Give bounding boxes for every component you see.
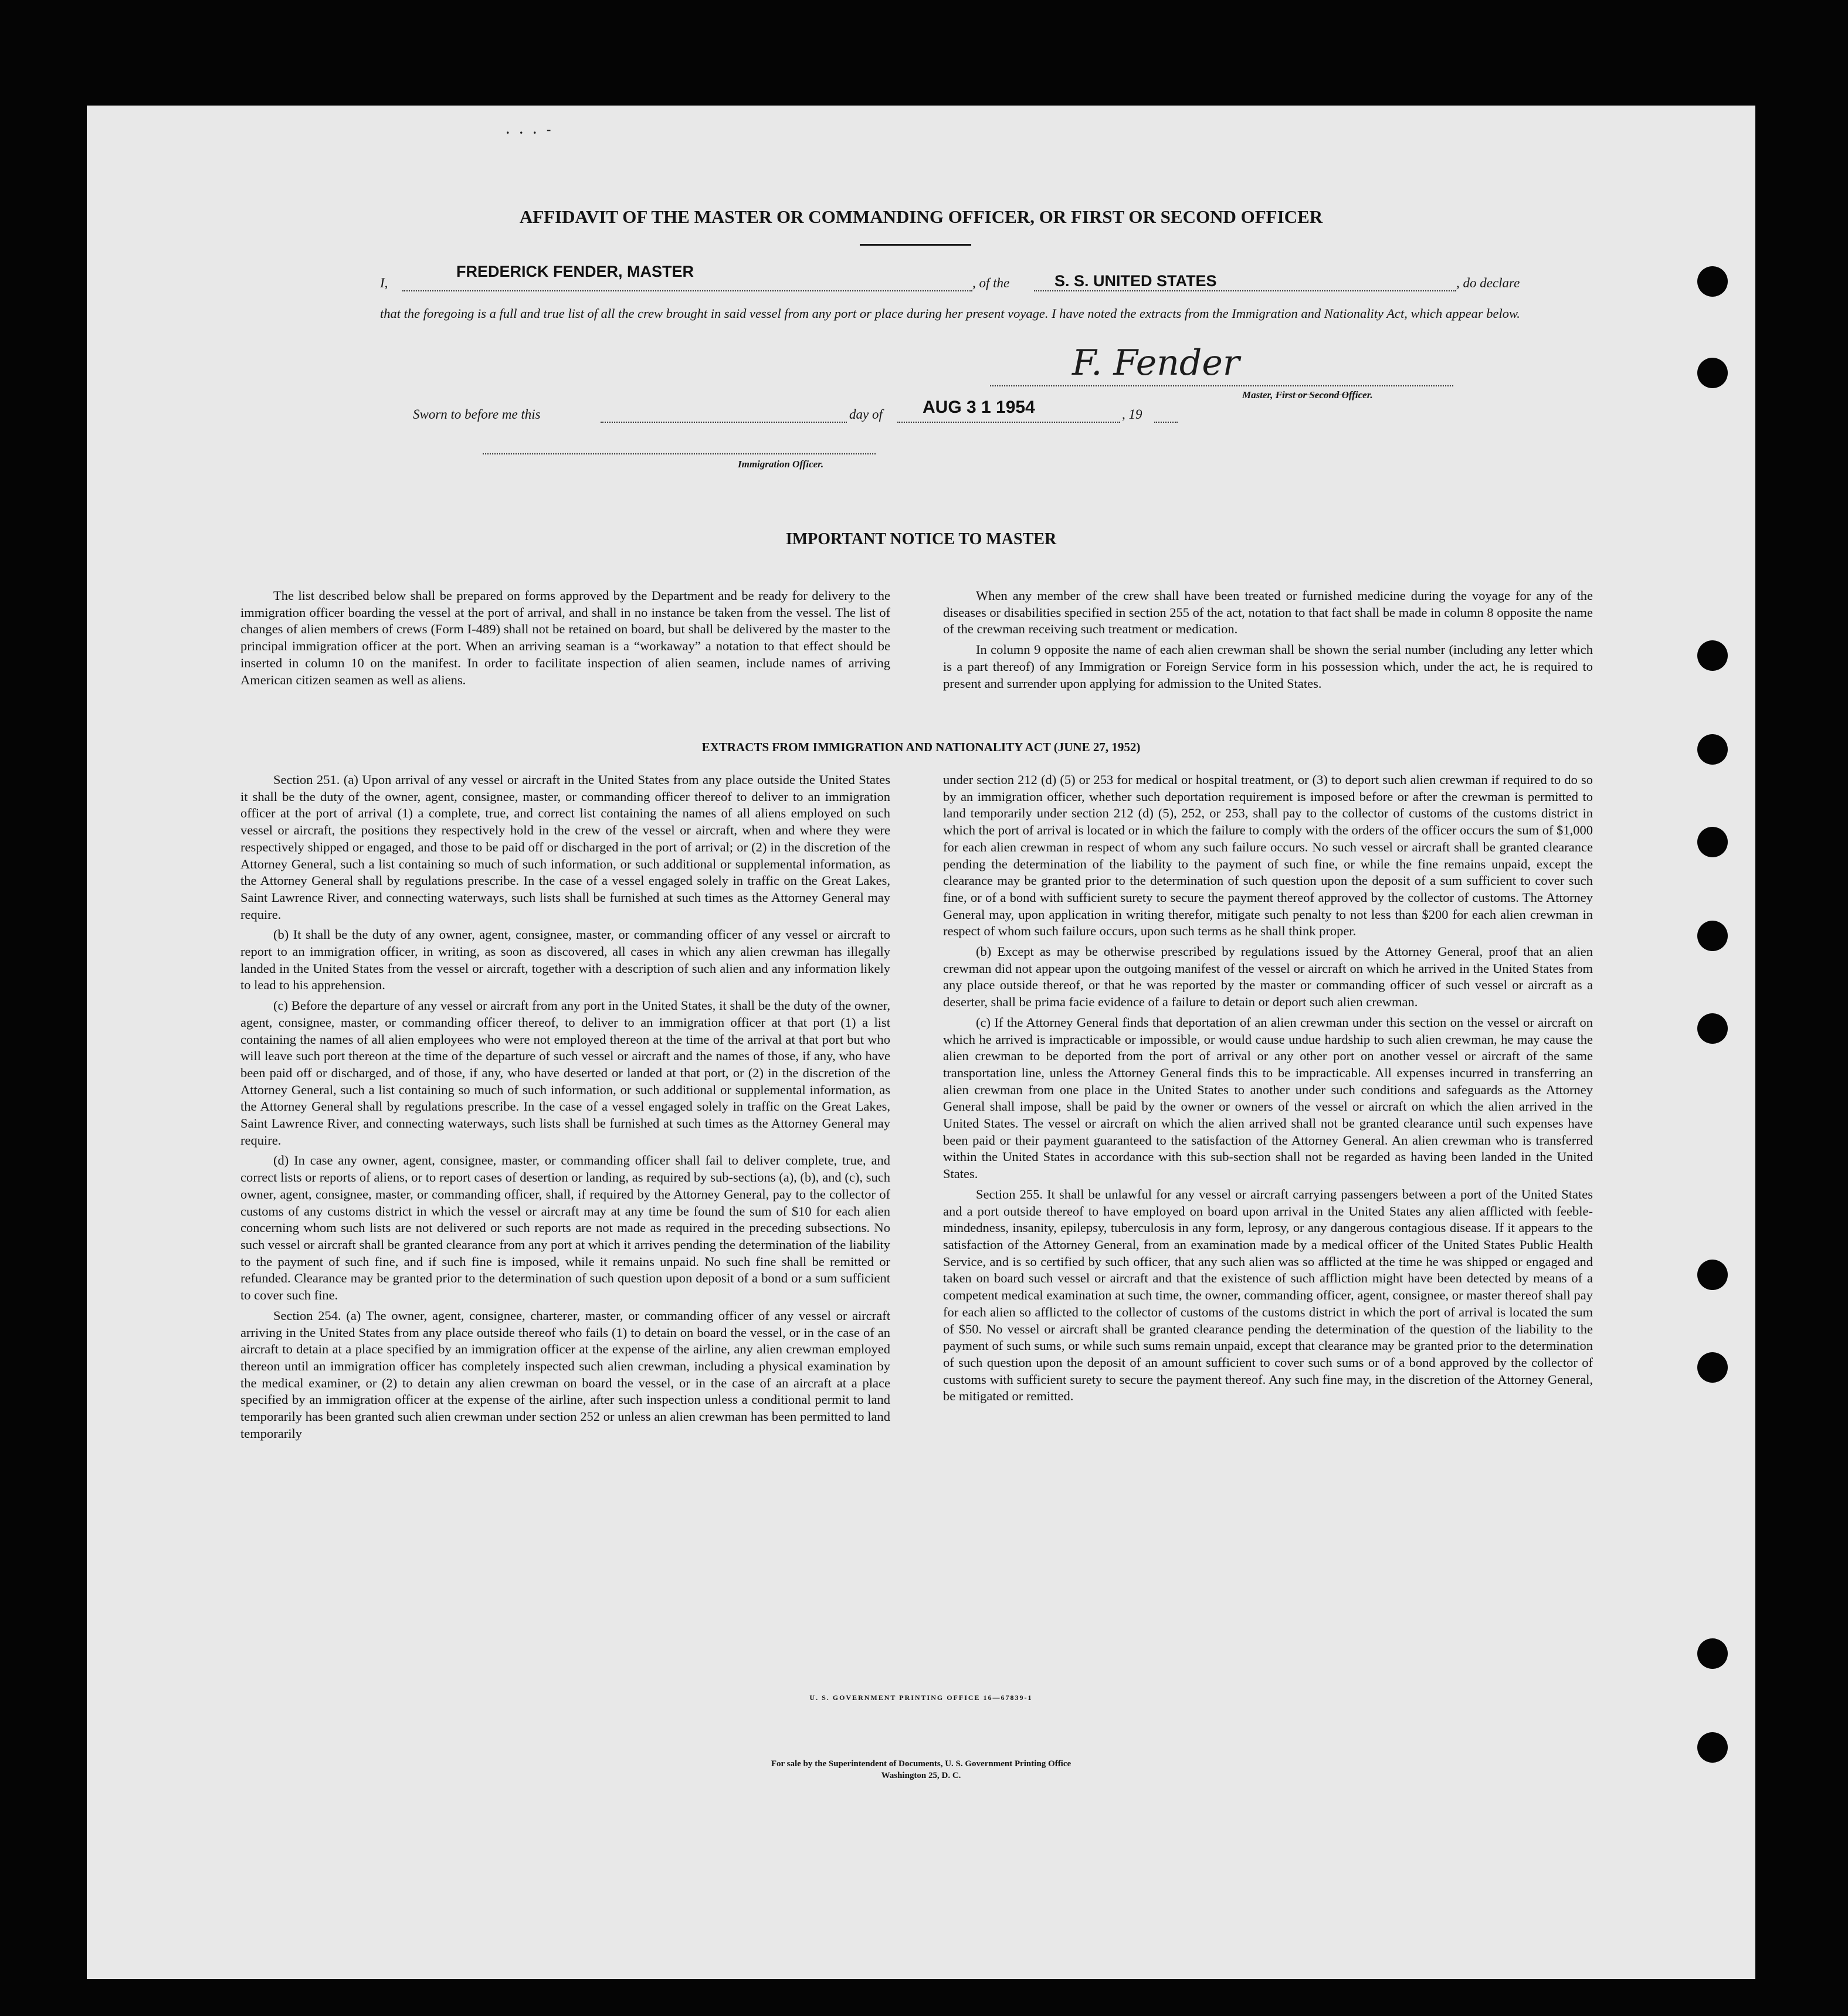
statute-paragraph: (c) Before the departure of any vessel or aircraft from any port in the United States, it shall be the duty of the owner, agent, consignee, master, or commanding officer thereof, to deliver to an immigration officer at that port (1) a list containing the names of all alien employees who were not employed thereon at the time of the arrival at that port but who will leave such port thereon at the time of the departure of such vessel or aircraft and the names of those, if any, who have been paid off or discharged, and of those, if any, who have deserted or landed at that port, or (2) in the discretion of the Attorney General, such a list containing so much of such information, or such additional or supplemental information, as the Attorney General shall by regulations prescribe. In the case of a vessel engaged solely in traffic on the Great Lakes, Saint Lawrence River, and connecting waterways, such lists shall be furnished at such times as the Attorney General may require. <box>240 998 890 1148</box>
punch-hole <box>1697 266 1728 297</box>
statute-paragraph: (b) It shall be the duty of any owner, agent, consignee, master, or commanding officer of any vessel or aircraft to report to an immigration officer, in writing, as soon as discovered, all cases in which any alien crewman has illegally landed in the United States from the vessel or aircraft, together with a description of such alien and any information likely to lead to his apprehension. <box>240 927 890 993</box>
notice-title: IMPORTANT NOTICE TO MASTER <box>785 530 1057 548</box>
title-divider <box>860 244 971 246</box>
punch-hole <box>1697 921 1728 951</box>
notice-left-column <box>240 588 890 692</box>
sale-notice-line-1: For sale by the Superintendent of Documents, U. S. Government Printing Office <box>771 1759 1071 1769</box>
statute-paragraph: (c) If the Attorney General finds that deportation of an alien crewman under this section on the vessel or aircraft on which he arrived is impracticable or impossible, or would cause undue hardship to such alien crewman, he may cause the alien crewman to be deported from the port of arrival or any other port on another vessel or aircraft of the same transportation line, unless the Attorney General finds this to be impracticable. All expenses incurred in transferring an alien crewman from one place in the United States to another under such conditions and safeguards as the Attorney General shall impose, shall be paid by the owner or owners of the vessel or aircraft on which the alien arrived in the United States. The vessel or aircraft on which the alien arrived shall not be granted clearance until such expenses have been paid or their payment guaranteed to the satisfaction of the Attorney General. An alien crewman who is transferred within the United States in accordance with this sub-section shall not be regarded as having been landed in the United States. <box>943 1014 1593 1182</box>
sworn-date: AUG 3 1 1954 <box>923 398 1035 417</box>
statute-paragraph: Section 251. (a) Upon arrival of any vessel or aircraft in the United States from any place outside the United States it shall be the duty of the owner, agent, consignee, master, or commanding officer thereof to deliver to an immigration officer at the port of arrival (1) a complete, true, and correct list containing the names of all aliens employed on such vessel or aircraft, the positions they respectively hold in the crew of the vessel or aircraft, when and where they were respectively shipped or engaged, and those to be paid off or discharged in the port of arrival; or (2) in the discretion of the Attorney General, such a list containing so much of such information, or such additional or supplemental information, as the Attorney General shall by regulations prescribe. In the case of a vessel engaged solely in traffic on the Great Lakes, Saint Lawrence River, and connecting waterways, such lists shall be furnished at such times as the Attorney General may require. <box>240 772 890 922</box>
declarant-line <box>402 290 972 291</box>
i-label: I, <box>380 276 388 290</box>
notice-right-column <box>943 588 1593 695</box>
signer-title: Master, First or Second Officer. <box>1242 389 1373 401</box>
punch-hole <box>1697 1638 1728 1669</box>
punch-hole <box>1697 1352 1728 1383</box>
punch-hole <box>1697 358 1728 388</box>
punch-hole <box>1697 734 1728 765</box>
statute-paragraph: (d) In case any owner, agent, consignee, master, or commanding officer shall fail to deliver complete, true, and correct lists or reports of aliens, or to report cases of desertion or landing, as required by sub-sections (a), (b), and (c), such owner, agent, consignee, master, or commanding officer, shall, if required by the Attorney General, pay to the collector of customs of any customs district in which the vessel or aircraft may at any time be found the sum of $10 for each alien concerning whom such lists are not delivered or such reports are not made as required in the preceding subsections. No such vessel or aircraft shall be granted clearance from any port at which it arrives pending the determination of the liability to the payment of such fine, and if such fine is imposed, while it remains unpaid. No such fine shall be remitted or refunded. Clearance may be granted prior to the determination of such question upon deposit of a bond or a sum sufficient to cover such fine. <box>240 1153 890 1303</box>
year-line <box>1154 421 1178 423</box>
statute-paragraph: under section 212 (d) (5) or 253 for medical or hospital treatment, or (3) to deport such alien crewman if required to do so by an immigration officer, whether such deportation requirement is imposed before or after the crewman is permitted to land temporarily under section 212 (d) (5), 252, or 253, shall pay to the collector of customs of the customs district in which the port of arrival is located or in which the failure to comply with the orders of the officer occurs the sum of $1,000 for each alien crewman in respect of whom any such failure occurs. No such vessel or aircraft shall be granted clearance pending the determination of the liability to the payment of such fine, or while the fine remains unpaid, except the clearance may be granted prior to the determination of such question upon the deposit of a sum sufficient to cover such fine, or of a bond with sufficient surety to secure the payment thereof approved by the collector of customs. The Attorney General may, upon application in writing therefor, mitigate such penalty to not less than $200 for each alien crewman in respect of whom such failure occurs, upon such terms as he shall think proper. <box>943 772 1593 939</box>
declaration-text: that the foregoing is a full and true list of all the crew brought in said vessel from any port or place during her present voyage. I have noted the extracts from the Immigration and Nationality Act, which appear below. <box>380 306 1520 321</box>
notice-paragraph: The list described below shall be prepared on forms approved by the Department and be ready for delivery to the immigration officer boarding the vessel at the port of arrival, and shall in no instance be taken from the vessel. The list of changes of alien members of crews (Form I-489) shall not be retained on board, but shall be delivered by the master to the principal immigration officer at the port. When an arriving seaman is a “workaway” a notation to that effect should be inserted in column 10 on the manifest. In order to facilitate inspection of alien seamen, include names of arriving American citizen seamen as well as aliens. <box>240 588 890 687</box>
punch-hole <box>1697 827 1728 857</box>
of-the-label: , of the <box>972 276 1010 290</box>
statute-paragraph: (b) Except as may be otherwise prescribed by regulations issued by the Attorney General, proof that an alien crewman did not appear upon the outgoing manifest of the vessel or aircraft on which he arrived in the United States from any place outside thereof, or that he was reported by the master or commanding officer of such vessel or aircraft as a deserter, shall be prima facie evidence of a failure to detain or deport such alien crewman. <box>943 944 1593 1010</box>
day-of-label: day of <box>849 407 883 422</box>
immigration-officer-line <box>483 453 876 454</box>
punch-hole <box>1697 1013 1728 1044</box>
immigration-officer-label: Immigration Officer. <box>738 459 824 470</box>
sworn-day-line <box>601 421 847 423</box>
notice-paragraph: In column 9 opposite the name of each alien crewman shall be shown the serial number (including any letter which is a part thereof) of any Immigration or Foreign Service form in his possession which, under the act, he is required to present and surrender upon applying for admission to the United States. <box>943 642 1593 691</box>
statute-paragraph: Section 254. (a) The owner, agent, consignee, charterer, master, or commanding officer of any vessel or aircraft arriving in the United States from any place outside thereof who fails (1) to detain on board the vessel, or in the case of an aircraft to detain at a place specified by an immigration officer at the expense of the airline, any alien crewman employed thereon until an immigration officer has completely inspected such alien crewman, including a physical examination by the medical examiner, or (2) to detain any alien crewman on board the vessel, or in the case of an aircraft at a place specified by an immigration officer at the expense of the airline, after such inspection unless a conditional permit to land temporarily has been granted such alien crewman under section 252 or unless an alien crewman has been permitted to land temporarily <box>240 1308 890 1441</box>
do-declare-label: , do declare <box>1456 276 1520 290</box>
sworn-label: Sworn to before me this <box>413 407 541 422</box>
printing-office-code: U. S. GOVERNMENT PRINTING OFFICE 16—67839-1 <box>809 1693 1033 1702</box>
signature-line <box>990 385 1453 386</box>
document-page <box>87 106 1755 1979</box>
year-label: , 19 <box>1122 407 1142 422</box>
sworn-date-line <box>897 421 1120 423</box>
vessel-name: S. S. UNITED STATES <box>1054 272 1217 290</box>
extracts-right-column <box>943 772 1593 1409</box>
punch-hole <box>1697 1260 1728 1290</box>
affidavit-title: AFFIDAVIT OF THE MASTER OR COMMANDING OFFICER, OR FIRST OR SECOND OFFICER <box>519 206 1323 227</box>
extracts-left-column <box>240 772 890 1445</box>
punch-hole <box>1697 640 1728 671</box>
extracts-title: EXTRACTS FROM IMMIGRATION AND NATIONALITY ACT (JUNE 27, 1952) <box>701 740 1141 754</box>
notice-paragraph: When any member of the crew shall have been treated or furnished medicine during the voyage for any of the diseases or disabilities specified in section 255 of the act, notation to that fact shall be made in column 8 opposite the name of the crewman receiving such treatment or medication. <box>943 588 1593 637</box>
sale-notice-line-2: Washington 25, D. C. <box>881 1771 961 1780</box>
statute-paragraph: Section 255. It shall be unlawful for any vessel or aircraft carrying passengers between a port of the United States and a port outside thereof to have employed on board upon arrival in the United States any alien afflicted with feeble-mindedness, insanity, epilepsy, tuberculosis in any form, leprosy, or any dangerous contagious disease. If it appears to the satisfaction of the Attorney General, from an examination made by a medical officer of the United States Public Health Service, and is so certified by such officer, that any such alien was so afflicted at the time he was shipped or engaged and taken on board such vessel or aircraft and that the existence of such affliction might have been detected by means of a competent medical examination at such time, the owner, commanding officer, agent, consignee, or master thereof shall pay for each alien so afflicted to the collector of customs of the customs district in which the port of arrival is located the sum of $50. No vessel or aircraft shall be granted clearance pending the determination of the question of the liability to the payment of such sums, or while such sums remain unpaid, except that clearance may be granted prior to the determination of such question upon the deposit of an amount sufficient to cover such sums or of a bond approved by the collector of customs with sufficient surety to secure the payment thereof. Any such fine may, in the discretion of the Attorney General, be mitigated or remitted. <box>943 1186 1593 1404</box>
declarant-name: FREDERICK FENDER, MASTER <box>456 263 694 280</box>
master-signature: F. Fender <box>1072 342 1240 383</box>
edge-marks: . . . - <box>506 122 555 137</box>
punch-hole <box>1697 1732 1728 1763</box>
